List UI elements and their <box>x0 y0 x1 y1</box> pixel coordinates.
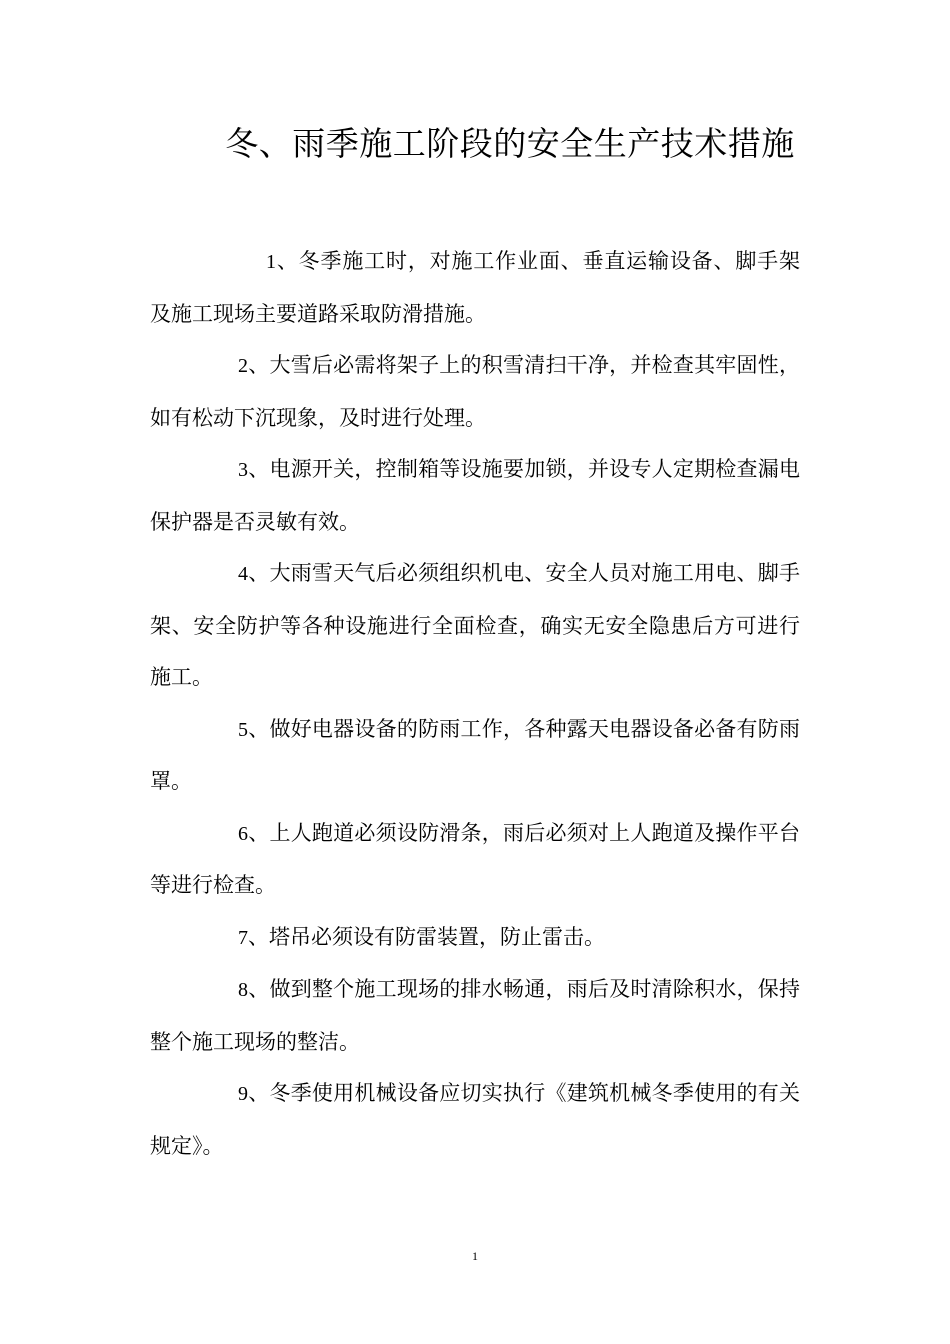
item-number: 4 <box>238 563 248 585</box>
list-item <box>150 444 800 548</box>
list-item <box>150 236 800 340</box>
list-item <box>150 340 800 444</box>
list-item <box>150 548 800 704</box>
list-item <box>150 808 800 912</box>
item-number: 3 <box>238 459 248 481</box>
item-text: 、做好电器设备的防雨工作，各种露天电器设备必备有防雨罩。 <box>150 716 800 793</box>
list-item <box>150 912 800 965</box>
item-text: 、冬季使用机械设备应切实执行《建筑机械冬季使用的有关规定》。 <box>150 1081 800 1158</box>
item-number: 5 <box>238 718 248 741</box>
item-text: 、塔吊必须设有防雷装置，防止雷击。 <box>248 924 605 949</box>
page-number: 1 <box>472 1249 478 1263</box>
item-text: 、大雨雪天气后必须组织机电、安全人员对施工用电、脚手架、安全防护等各种设施进行全面检查，确实无安全隐患后方可进行施工。 <box>150 561 800 689</box>
item-number: 8 <box>238 979 248 1001</box>
item-text: 、上人跑道必须设防滑条，雨后必须对上人跑道及操作平台等进行检查。 <box>150 820 800 897</box>
item-number: 9 <box>238 1083 248 1105</box>
list-item <box>150 704 800 808</box>
item-number: 2 <box>238 355 248 377</box>
item-text: 、大雪后必需将架子上的积雪清扫干净，并检查其牢固性，如有松动下沉现象，及时进行处理。 <box>150 353 800 430</box>
item-number: 6 <box>238 822 248 845</box>
item-text: 、电源开关，控制箱等设施要加锁，并设专人定期检查漏电保护器是否灵敏有效。 <box>150 457 800 534</box>
document-body <box>150 236 800 1172</box>
list-item <box>150 964 800 1068</box>
item-text: 、做到整个施工现场的排水畅通，雨后及时清除积水，保持整个施工现场的整洁。 <box>150 977 800 1054</box>
list-item <box>150 1068 800 1172</box>
item-number: 7 <box>238 926 248 949</box>
page-title: 冬、雨季施工阶段的安全生产技术措施 <box>225 124 795 163</box>
item-text: 、冬季施工时，对施工作业面、垂直运输设备、脚手架及施工现场主要道路采取防滑措施。 <box>150 249 800 326</box>
item-number: 1 <box>266 251 276 273</box>
